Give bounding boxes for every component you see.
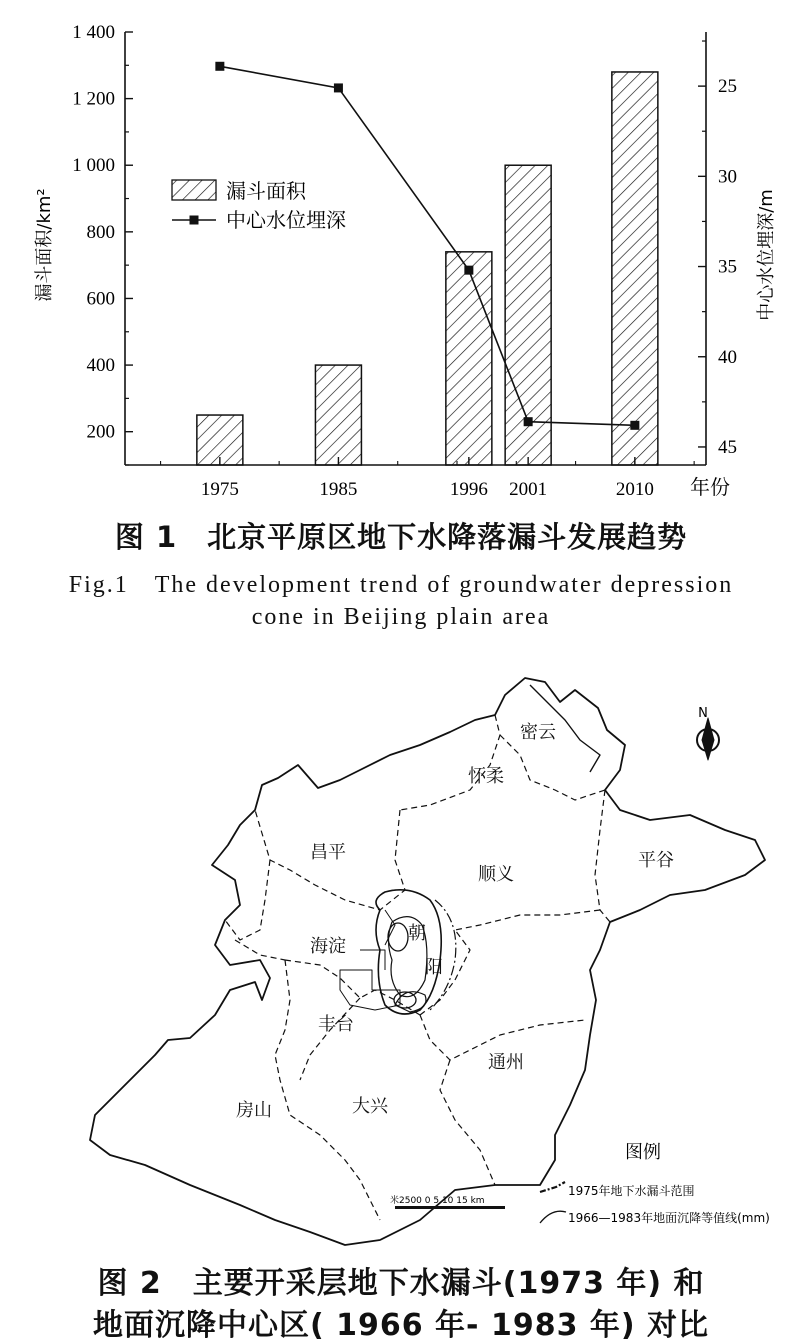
point-1996	[464, 266, 473, 275]
map-scale-label: 米2500 0 5 10 15 km	[390, 1196, 485, 1206]
y-left-tick-label: 1 200	[72, 88, 115, 110]
point-1975	[215, 62, 224, 71]
plot-area	[72, 22, 737, 500]
fig2-caption-line1: 图 2 主要开采层地下水漏斗(1973 年) 和	[97, 1266, 705, 1301]
label-fengtai: 丰台	[318, 1014, 354, 1035]
label-miyun: 密云	[520, 722, 556, 743]
y-left-tick-label: 1 400	[72, 22, 115, 43]
map-legend-title: 图例	[625, 1142, 661, 1163]
chart-legend	[172, 179, 346, 232]
x-tick-label: 1975	[200, 479, 239, 500]
beijing-map	[0, 660, 802, 1250]
fig1-caption-cn: 图 1 北京平原区地下水降落漏斗发展趋势	[114, 520, 688, 554]
fig2-caption-line2: 地面沉降中心区( 1966 年- 1983 年) 对比	[92, 1308, 710, 1343]
legend-bar-swatch	[172, 180, 216, 200]
label-chao: 朝	[408, 923, 426, 944]
bar-1985	[315, 365, 361, 465]
x-tick-label: 1985	[319, 479, 358, 500]
label-haidian: 海淀	[310, 936, 346, 957]
legend-line-label: 中心水位埋深	[226, 208, 346, 232]
y-left-tick-label: 600	[86, 288, 115, 310]
legend-contour-symbol	[540, 1211, 566, 1223]
y-left-tick-label: 1 000	[72, 155, 115, 177]
label-yang: 阳	[425, 957, 443, 978]
label-changping: 昌平	[310, 842, 346, 863]
chart	[0, 0, 802, 505]
district-labels	[236, 722, 674, 1121]
point-2010	[630, 421, 639, 430]
legend-line-marker	[190, 216, 199, 225]
north-label: N	[698, 706, 708, 721]
y-right-tick-label: 25	[718, 76, 737, 98]
label-tongzhou: 通州	[488, 1052, 524, 1073]
y-axis-left-label: 漏斗面积/km²	[34, 188, 55, 302]
y-left-tick-label: 800	[86, 221, 115, 243]
y-axis-right-label: 中心水位埋深/m	[756, 189, 777, 321]
fig1-caption-en-line2: cone in Beijing plain area	[251, 604, 551, 630]
bar-1996	[446, 252, 492, 465]
north-arrow-icon	[697, 718, 719, 760]
y-right-tick-label: 45	[718, 436, 737, 458]
label-pinggu: 平谷	[638, 850, 674, 871]
label-daxing: 大兴	[352, 1096, 388, 1117]
district-boundaries	[225, 715, 610, 1220]
line-series-depth	[220, 66, 635, 425]
fig1-caption-en-line1: Fig.1 The development trend of groundwater depression	[68, 572, 734, 598]
point-2001	[524, 417, 533, 426]
y-left-tick-label: 400	[86, 355, 115, 377]
x-axis-label: 年份	[690, 475, 730, 499]
scale-bar	[395, 1206, 505, 1209]
legend-funnel-symbol	[540, 1182, 565, 1192]
map-legend-contour-label: 1966—1983年地面沉降等值线(mm)	[568, 1211, 770, 1225]
map-legend-funnel-label: 1975年地下水漏斗范围	[568, 1184, 695, 1198]
y-right-tick-label: 40	[718, 346, 737, 368]
x-tick-label: 2001	[509, 479, 548, 500]
y-right-tick-label: 30	[718, 166, 737, 188]
legend-bar-label: 漏斗面积	[226, 179, 306, 203]
bar-2010	[612, 72, 658, 465]
label-huairou: 怀柔	[468, 766, 504, 787]
point-1985	[334, 83, 343, 92]
label-shunyi: 顺义	[478, 864, 514, 885]
x-tick-label: 1996	[449, 479, 488, 500]
y-right-tick-label: 35	[718, 256, 737, 278]
x-tick-label: 2010	[615, 479, 654, 500]
label-fangshan: 房山	[236, 1100, 272, 1121]
y-left-tick-label: 200	[86, 421, 115, 443]
